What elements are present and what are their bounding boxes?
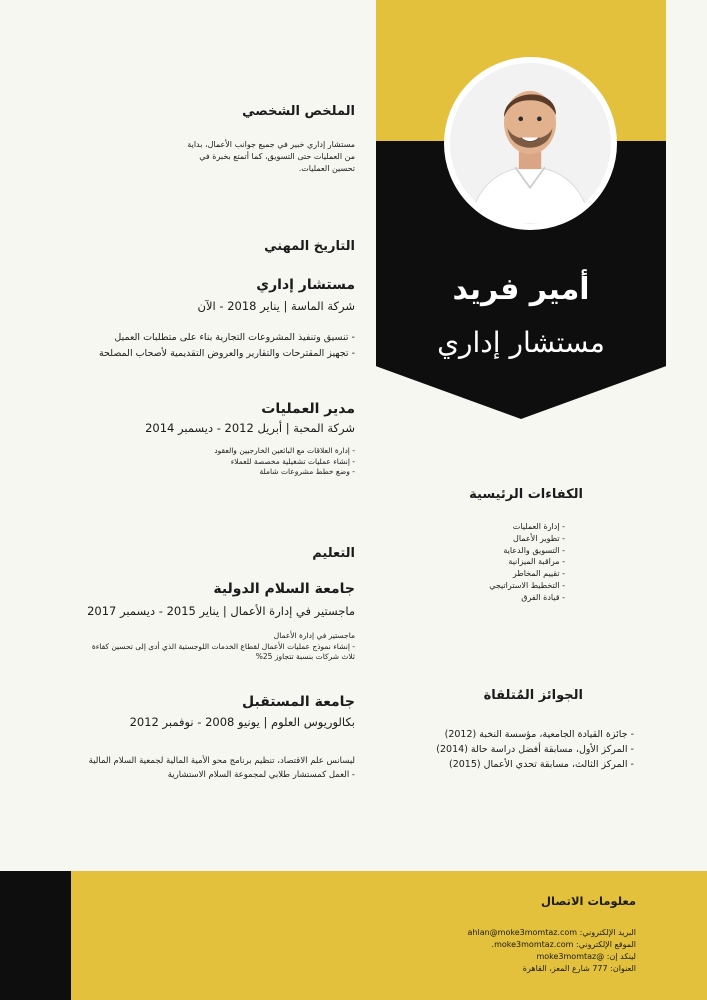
career-title: التاريخ المهني (264, 239, 355, 254)
contact-website: الموقع الإلكتروني: moke3momtaz.com. (491, 940, 636, 949)
summary-title: الملخص الشخصي (242, 104, 355, 119)
job-meta: شركة الماسة | يناير 2018 - الآن (197, 299, 355, 313)
list-item: - جائزة القيادة الجامعية، مؤسسة النخبة (2012) (444, 729, 634, 740)
list-item: - التخطيط الاستراتيجي (489, 580, 565, 590)
person-photo-icon (450, 63, 611, 224)
list-item: - إدارة العمليات (512, 522, 565, 531)
education-bullets (89, 754, 355, 782)
list-item: - وضع خطط مشروعات شاملة (259, 467, 355, 476)
list-item: ماجستير في إدارة الأعمال (273, 631, 355, 640)
profile-photo (444, 57, 617, 230)
education-title: التعليم (312, 546, 355, 561)
list-item: - المركز الأول، مسابقة أفضل دراسة حالة (2014) (436, 744, 634, 755)
school-name: جامعة المستقبل (242, 694, 355, 710)
list-item: - تقييم المخاطر (512, 569, 565, 579)
school-name: جامعة السلام الدولية (213, 581, 355, 597)
contact-title: معلومات الاتصال (541, 894, 636, 908)
job-bullets (99, 330, 355, 362)
contact-email: البريد الإلكتروني: ahlan@moke3momtaz.com (467, 928, 636, 937)
list-item: - مراقبة الميزانية (508, 557, 565, 567)
list-item: - إنشاء نموذج عمليات الأعمال لقطاع الخدمات اللوجستية الذي أدى إلى تحسين كفاءة (91, 641, 355, 651)
list-item: - تجهيز المقترحات والتقارير والعروض التقديمية لأصحاب المصلحة (98, 348, 355, 359)
job-bullets (214, 446, 355, 478)
awards-title: الجوائز المُتلقاة (483, 688, 583, 703)
education-bullets (92, 631, 355, 663)
person-name: أمير فريد (452, 272, 590, 307)
list-item: - قيادة الفرق (521, 592, 565, 602)
list-item: ليسانس علم الاقتصاد، تنظيم برنامج محو الأمية المالية لجمعية السلام المالية (88, 756, 355, 766)
person-role: مستشار إداري (437, 326, 605, 359)
job-meta: شركة المحبة | أبريل 2012 - ديسمبر 2014 (145, 421, 355, 435)
list-item: - إنشاء عمليات تشغيلية مخصصة للعملاء (230, 456, 355, 466)
list-item: - إدارة العلاقات مع البائعين الخارجيين والعقود (214, 446, 355, 455)
list-item: - المركز الثالث، مسابقة تحدي الأعمال (2015) (449, 759, 634, 770)
list-item: - التسويق والدعاية (503, 545, 565, 555)
list-item: - تطوير الأعمال (513, 533, 565, 543)
skills-title: الكفاءات الرئيسية (469, 487, 583, 502)
contact-linkedin: لينكد إن: @moke3momtaz (536, 952, 636, 961)
education-meta: بكالوريوس العلوم | يونيو 2008 - نوفمبر 2012 (129, 715, 355, 729)
job-title: مستشار إداري (256, 277, 355, 293)
job-title: مدير العمليات (261, 401, 355, 417)
contact-address: العنوان: 777 شارع المعز، القاهرة (522, 964, 636, 973)
summary-text: مستشار إداري خبير في جميع جوانب الأعمال، بداية من العمليات حتى التسويق، كما أتمتع بخبرة في تحسين العمليات. (187, 140, 355, 173)
bottom-black-block (0, 871, 71, 1000)
list-item: - تنسيق وتنفيذ المشروعات التجارية بناء على متطلبات العميل (114, 332, 355, 343)
education-meta: ماجستير في إدارة الأعمال | يناير 2015 - ديسمبر 2017 (87, 604, 355, 618)
list-item: ثلاث شركات بنسبة تتجاوز 25% (255, 652, 355, 661)
skills-list (489, 521, 565, 604)
awards-list (436, 727, 634, 772)
list-item: - العمل كمستشار طلابي لمجموعة السلام الاستشارية (167, 770, 355, 780)
